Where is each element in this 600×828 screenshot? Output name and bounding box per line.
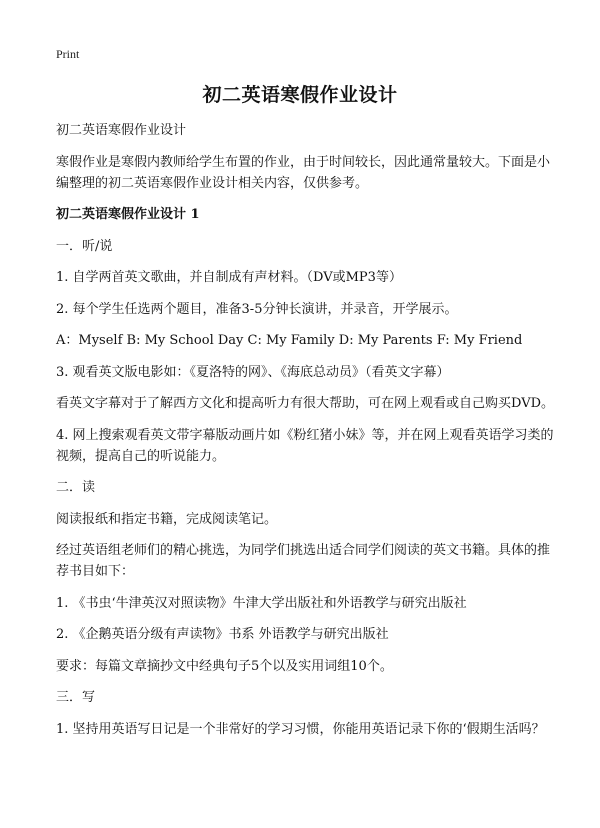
section-heading-reading: 二．读	[56, 480, 96, 495]
section-heading-listening: 一．听/说	[56, 238, 113, 254]
reading-requirement: 要求：每篇文章摘抄文中经典句子5个以及实用词组10个。	[56, 658, 393, 674]
listening-item-3: 3. 观看英文版电影如：《夏洛特的网》、《海底总动员》（看英文字幕）	[56, 364, 450, 380]
document-body	[56, 120, 556, 750]
reading-intro: 经过英语组老师们的精心挑选，为同学们挑选出适合同学们阅读的英文书籍。具体的推荐书目如下：	[56, 543, 551, 579]
listening-item-1: 1. 自学两首英文歌曲，并自制成有声材料。（DV或MP3等）	[56, 270, 402, 285]
listening-item-4: 4. 网上搜索观看英文带字幕版动画片如《粉红猪小妹》等，并在网上观看英语学习类的视频，提高自己的听说能力。	[56, 427, 554, 464]
document-title: 初二英语寒假作业设计	[202, 84, 398, 106]
speech-topics: A：Myself B: My School Day C: My Family D: My Parents F: My Friend	[56, 333, 523, 348]
subtitle-benefit-paragraph: 看英文字幕对于了解西方文化和提高听力有很大帮助，可在网上观看或自己购买DVD。	[56, 396, 555, 411]
reading-instruction: 阅读报纸和指定书籍，完成阅读笔记。	[56, 511, 278, 527]
book-item-1: 1. 《书虫‘牛津英汉对照读物》牛津大学出版社和外语教学与研究出版社	[56, 595, 467, 611]
section-heading-design-1: 初二英语寒假作业设计 1	[56, 207, 200, 222]
listening-item-2: 2. 每个学生任选两个题目，准备3-5分钟长演讲，并录音，开学展示。	[56, 301, 458, 317]
subtitle-paragraph: 初二英语寒假作业设计	[56, 123, 187, 138]
intro-paragraph: 寒假作业是寒假内教师给学生布置的作业，由于时间较长，因此通常量较大。下面是小编整理的初二英语寒假作业设计相关内容，仅供参考。	[56, 154, 551, 191]
writing-item-1: 1. 坚持用英语写日记是一个非常好的学习习惯，你能用英语记录下你的‘假期生活吗？	[56, 721, 545, 737]
book-item-2: 2. 《企鹅英语分级有声读物》书系 外语教学与研究出版社	[56, 627, 389, 642]
print-link[interactable]: Print	[56, 47, 80, 61]
section-heading-writing: 三．写	[56, 690, 96, 705]
